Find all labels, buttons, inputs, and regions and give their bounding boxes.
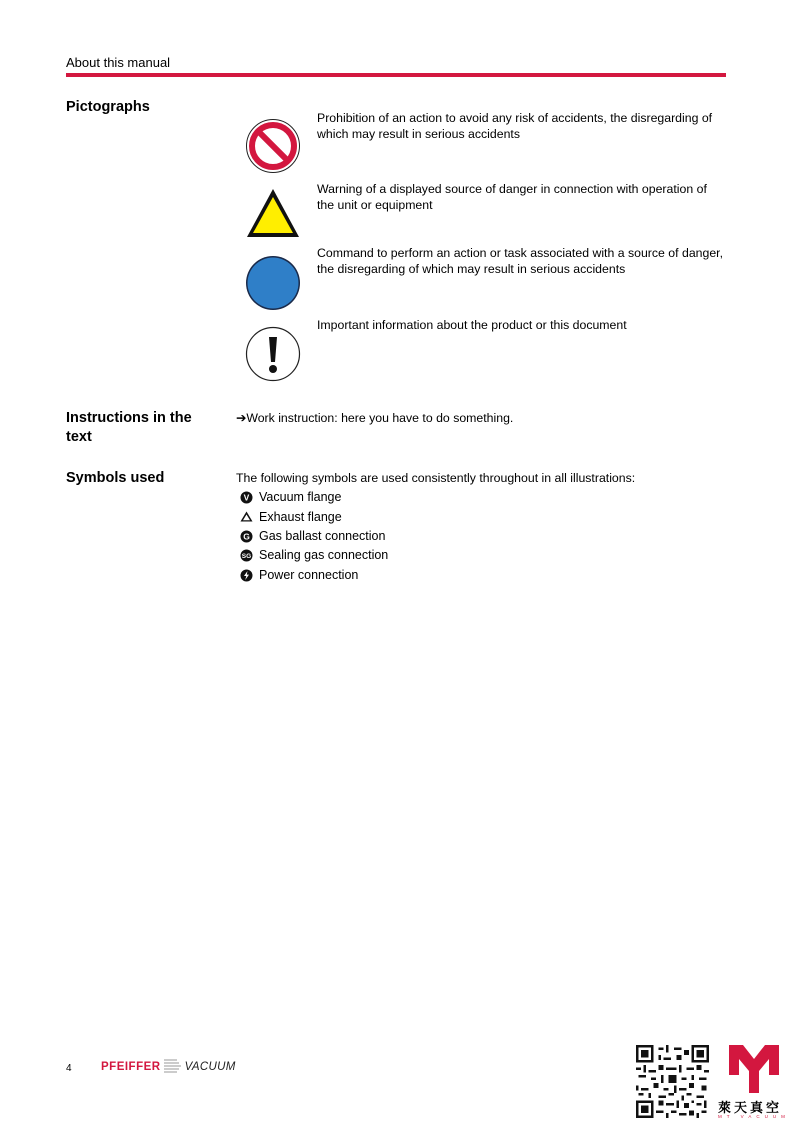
warning-triangle-icon <box>245 186 301 242</box>
arrow-right-icon: ➔ <box>236 411 247 425</box>
mt-vacuum-english-name: MT VACUUM <box>718 1114 790 1119</box>
exhaust-flange-icon <box>240 511 253 524</box>
command-description: Command to perform an action or task associated with a source of danger, the disregarding of which may result in serious accidents <box>317 246 724 276</box>
svg-text:V: V <box>243 492 250 503</box>
symbol-gas-ballast <box>240 529 385 543</box>
sealing-gas-icon <box>240 549 253 562</box>
symbol-label: Sealing gas connection <box>259 548 389 562</box>
pictographs-heading: Pictographs <box>66 99 150 115</box>
symbols-intro: The following symbols are used consistently throughout in all illustrations: <box>236 471 636 485</box>
logo-brand: PFEIFFER <box>101 1061 161 1073</box>
instructions-heading: Instructions in the text <box>66 410 192 445</box>
pfeiffer-logo <box>101 1058 236 1076</box>
information-description: Important information about the product or this document <box>317 318 627 332</box>
qr-code-icon <box>636 1045 709 1118</box>
power-lightning-icon <box>240 569 253 582</box>
prohibition-description: Prohibition of an action to avoid any risk of accidents, the disregarding of which may result in serious accidents <box>317 111 713 141</box>
work-instruction-text: Work instruction: here you have to do something. <box>246 411 514 425</box>
mt-vacuum-logo-icon <box>729 1045 779 1093</box>
symbol-sealing-gas <box>240 548 388 562</box>
running-header: About this manual <box>66 55 171 70</box>
mandatory-blue-circle-icon <box>245 255 301 311</box>
symbol-label: Vacuum flange <box>259 490 342 504</box>
header-rule <box>66 73 726 77</box>
warning-description: Warning of a displayed source of danger in connection with operation of the unit or equipment <box>317 182 707 212</box>
svg-text:SG: SG <box>241 552 252 560</box>
prohibition-icon <box>245 118 301 174</box>
logo-lines-icon <box>163 1058 183 1076</box>
symbol-label: Exhaust flange <box>259 510 342 524</box>
mt-vacuum-chinese-name: 萊天真空 <box>718 1100 783 1115</box>
symbol-vacuum-flange <box>240 490 341 504</box>
vacuum-flange-icon <box>240 491 253 504</box>
svg-text:G: G <box>243 531 250 542</box>
logo-subtitle: VACUUM <box>184 1061 236 1073</box>
symbols-heading: Symbols used <box>66 470 165 486</box>
gas-ballast-icon <box>240 530 253 543</box>
symbol-label: Power connection <box>259 568 359 582</box>
symbol-label: Gas ballast connection <box>259 529 386 543</box>
page-number: 4 <box>66 1063 72 1074</box>
exclamation-circle-icon <box>245 326 301 382</box>
symbol-power <box>240 568 358 582</box>
work-instruction <box>236 411 513 425</box>
symbol-exhaust-flange <box>240 510 342 524</box>
